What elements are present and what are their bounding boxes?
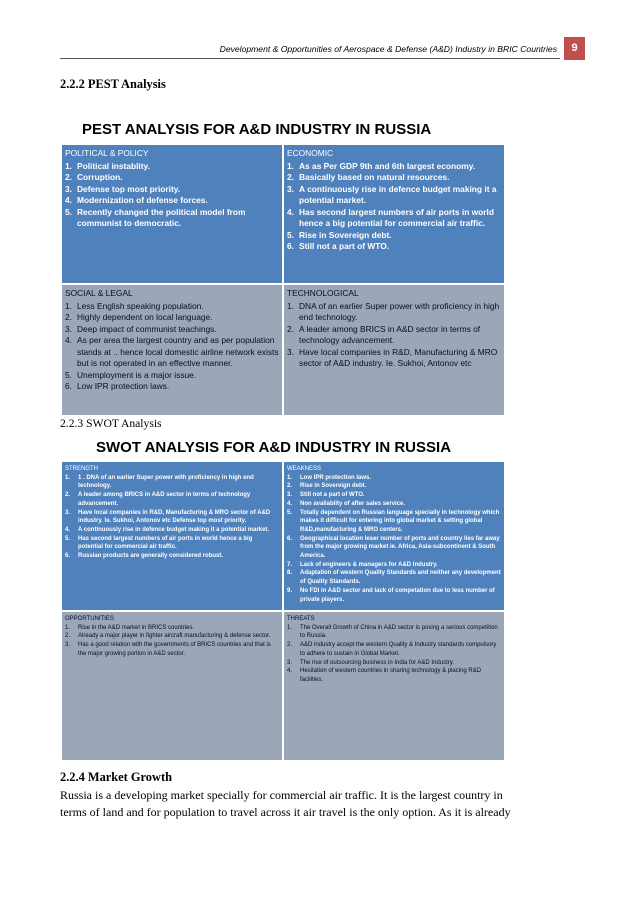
list-item: 5. Unemployment is a major issue. xyxy=(65,369,197,380)
quadrant-list xyxy=(65,161,279,230)
list-item: 1. The Overall Growth of China in A&D sector is posing a serious competition to Russia. xyxy=(287,624,498,640)
list-item: 5. Rise in Sovereign debt. xyxy=(287,229,392,240)
running-header xyxy=(60,40,560,59)
quadrant-title: WEAKNESS xyxy=(287,466,322,472)
list-item: 3. A continuously rise in defence budget making it a potential market. xyxy=(287,183,497,205)
list-item: 5. Recently changed the political model from communist to democratic. xyxy=(65,206,246,228)
swot-quadrant-weakness xyxy=(283,461,505,611)
pest-title: PEST ANALYSIS FOR A&D INDUSTRY IN RUSSIA xyxy=(82,121,432,138)
list-item: 2. A&D industry accept the western Quality & Industry standards compulsory to adhere to sustain in Global Market. xyxy=(287,642,497,657)
quadrant-list xyxy=(287,624,501,685)
pest-matrix xyxy=(60,143,504,417)
list-item: 2. Corruption. xyxy=(65,172,123,182)
swot-title: SWOT ANALYSIS FOR A&D INDUSTRY IN RUSSIA xyxy=(96,439,452,456)
list-item: 1. Less English speaking population. xyxy=(65,300,204,311)
market-growth-heading: 2.2.4 Market Growth xyxy=(60,770,172,784)
list-item: 4. As per area the largest country and as per population stands at .. hence local domestic airline network exists but is not operated in an effective manner. xyxy=(65,335,279,368)
quadrant-title: THREATS xyxy=(287,616,315,622)
swot-quadrant-strength xyxy=(61,461,283,611)
list-item: 3. Have local companies in R&D, Manufacturing & MRO sector of A&D industry. Ie. Sukhoi, Antonov etc xyxy=(287,346,498,368)
list-item: 1. Political instablity. xyxy=(65,160,150,171)
list-item: 2. A leader among BRICS in A&D sector in terms of technology advancement. xyxy=(65,492,251,507)
list-item: 4. Hesitation of western countries in sharing technology & placing R&D facilities. xyxy=(287,668,482,683)
list-item: 1. As as Per GDP 9th and 6th largest economy. xyxy=(287,160,476,171)
list-item: 4. Non avaliablity of after sales service. xyxy=(287,500,406,507)
list-item: 1. DNA of an earlier Super power with proficiency in high end technology. xyxy=(287,300,500,322)
list-item: 4. Has second largest numbers of air ports in world hence a big potential for commercial air traffic. xyxy=(287,206,494,228)
list-item: 5. Totally dependent on Russian language specially in technology which makes it difficult for entering into global market & setting global R&D,manufacturing & MRO centers. xyxy=(287,509,500,533)
market-growth-paragraph xyxy=(60,787,580,821)
list-item: 6. Low IPR protection laws. xyxy=(65,381,170,391)
list-item: 4. Modernization of defense forces. xyxy=(65,195,208,205)
list-item: 2. Rise in Sovereign debt. xyxy=(287,483,367,490)
quadrant-title: POLITICAL & POLICY xyxy=(65,148,149,158)
list-item: 3. Still not a part of WTO. xyxy=(287,492,365,499)
list-item: 1. Rise in the A&D market in BRICS countries. xyxy=(65,624,195,631)
pest-quadrant-technological xyxy=(283,284,505,416)
quadrant-list xyxy=(65,624,279,659)
quadrant-list xyxy=(65,301,279,393)
list-item: 1. Low IPR protection laws. xyxy=(287,474,372,481)
swot-section-heading: 2.2.3 SWOT Analysis xyxy=(60,417,162,430)
quadrant-list xyxy=(287,474,501,605)
quadrant-title: OPPORTUNITIES xyxy=(65,616,114,622)
pest-quadrant-social xyxy=(61,284,283,416)
list-item: 4. A continuously rise in defence budget making it a potential market. xyxy=(65,526,270,533)
list-item: 3. Deep impact of communist teachings. xyxy=(65,323,217,334)
list-item: 3. Have local companies in R&D, Manufacturing & MRO sector of A&D industry. Ie. Sukhoi, Antonov etc Defense top most priority. xyxy=(65,509,271,525)
paragraph-line: Russia is a developing market specially for commercial air traffic. It is the largest country in xyxy=(60,788,503,802)
quadrant-title: TECHNOLOGICAL xyxy=(287,288,359,298)
quadrant-list xyxy=(287,161,501,253)
quadrant-title: ECONOMIC xyxy=(287,148,334,158)
pest-section-heading: 2.2.2 PEST Analysis xyxy=(60,77,166,91)
swot-quadrant-opportunities xyxy=(61,611,283,761)
list-item: 2. Already a major player in fighter aircraft manufacturing & defense sector. xyxy=(65,633,271,640)
list-item: 6. Russian products are generally considered robust. xyxy=(65,553,224,560)
page-number: 9 xyxy=(564,37,585,60)
running-title: Development & Opportunities of Aerospace & Defense (A&D) Industry in BRIC Countries xyxy=(219,44,557,54)
quadrant-list xyxy=(65,474,279,561)
swot-matrix xyxy=(60,460,504,762)
list-item: 2. A leader among BRICS in A&D sector in terms of technology advancement. xyxy=(287,323,481,345)
pest-quadrant-political xyxy=(61,144,283,284)
quadrant-title: SOCIAL & LEGAL xyxy=(65,288,133,298)
quadrant-title: STRENGTH xyxy=(65,466,98,472)
swot-quadrant-threats xyxy=(283,611,505,761)
list-item: 2. Basically based on natural resources. xyxy=(287,172,450,182)
list-item: 6. Geographical location leser number of ports and country lies far away from the major growing market ie. Africa, Asia-subcontinent & South America. xyxy=(287,535,500,560)
pest-quadrant-economic xyxy=(283,144,505,284)
list-item: 3. Has a good relation with the governments of BRICS countries and that is the major growing portion in A&D sector. xyxy=(65,642,271,657)
list-item: 1. 1 . DNA of an earlier Super power with proficiency in high end technology. xyxy=(65,474,254,490)
list-item: 9. No FDI in A&D sector and lack of competation due to less number of private players. xyxy=(287,587,495,603)
list-item: 6. Still not a part of WTO. xyxy=(287,241,390,251)
list-item: 5. Has second largest numbers of air ports in world hence a big potential for commercial air traffic. xyxy=(65,535,253,551)
list-item: 3. Defense top most priority. xyxy=(65,183,181,194)
list-item: 3. The rise of outsourcing business in India for A&D Industry. xyxy=(287,659,454,666)
list-item: 2. Highly dependent on local language. xyxy=(65,312,213,322)
list-item: 8. Adaptation of western Quality Standards and neither any development of Quality Standards. xyxy=(287,570,501,586)
list-item: 7. Lack of engineers & managers for A&D Industry. xyxy=(287,561,438,568)
paragraph-line: terms of land and for population to travel across it air travel is the only option. As it is already xyxy=(60,805,511,819)
quadrant-list xyxy=(287,301,501,370)
